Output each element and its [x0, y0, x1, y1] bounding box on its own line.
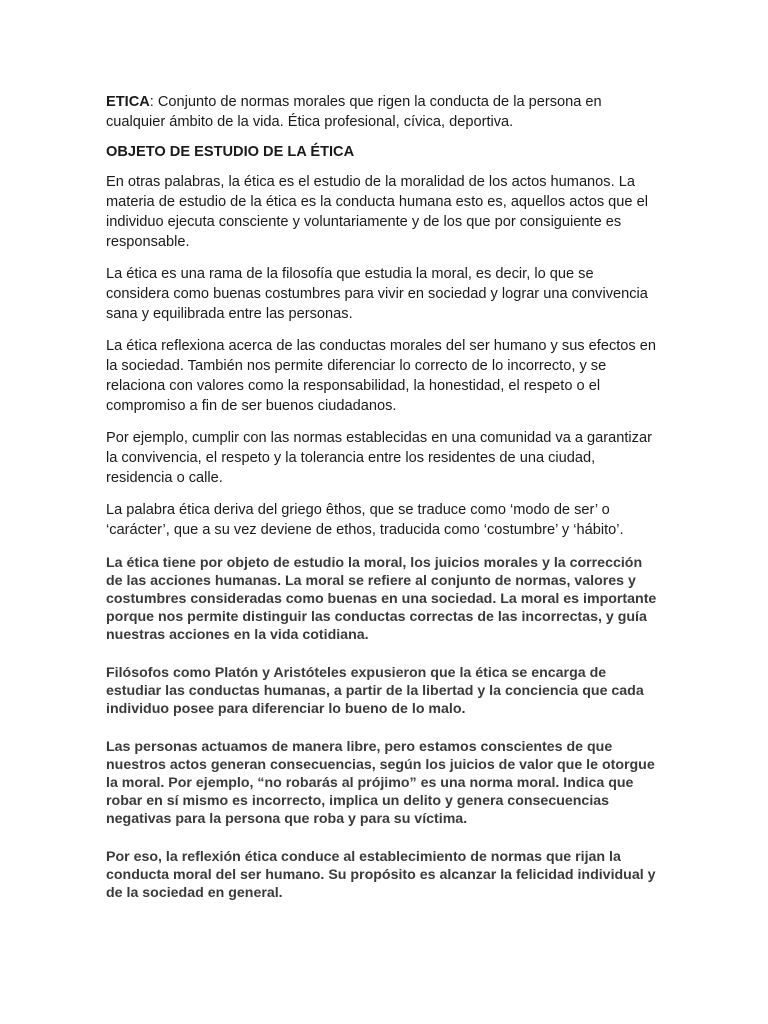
intro-definition [106, 92, 658, 132]
paragraph-1: En otras palabras, la ética es el estudio de la moralidad de los actos humanos. La materia de estudio de la ética es la conducta humana esto es, aquellos actos que el individuo ejecuta consciente y voluntariamente y de los que por consiguiente es responsable. [106, 174, 648, 250]
document-page [106, 92, 658, 922]
paragraph-5: La palabra ética deriva del griego êthos, que se traduce como ‘modo de ser’ o ‘carácter’, que a su vez deviene de ethos, traducida como ‘costumbre’ y ‘hábito’. [106, 502, 624, 538]
paragraph-2: La ética es una rama de la filosofía que estudia la moral, es decir, lo que se considera como buenas costumbres para vivir en sociedad y lograr una convivencia sana y equilibrada entre las personas. [106, 266, 648, 322]
paragraph-4: Por ejemplo, cumplir con las normas establecidas en una comunidad va a garantizar la convivencia, el respeto y la tolerancia entre los residentes de una ciudad, residencia o calle. [106, 430, 652, 486]
bold-paragraph-3: Las personas actuamos de manera libre, pero estamos conscientes de que nuestros actos generan consecuencias, según los juicios de valor que le otorgue la moral. Por ejemplo, “no robarás al prójimo” es una norma moral. Indica que robar en sí mismo es incorrecto, implica un delito y genera consecuencias negativas para la persona que roba y para su víctima. [106, 739, 655, 827]
bold-paragraph-1: La ética tiene por objeto de estudio la moral, los juicios morales y la corrección de las acciones humanas. La moral se refiere al conjunto de normas, valores y costumbres consideradas como buenas en una sociedad. La moral es importante porque nos permite distinguir las conductas correctas de las incorrectas, y guía nuestras acciones en la vida cotidiana. [106, 555, 657, 643]
bold-paragraph-4: Por eso, la reflexión ética conduce al establecimiento de normas que rijan la conducta moral del ser humano. Su propósito es alcanzar la felicidad individual y de la sociedad en general. [106, 849, 656, 901]
intro-text: : Conjunto de normas morales que rigen la conducta de la persona en cualquier ámbito de la vida. Ética profesional, cívica, deportiva. [106, 94, 602, 130]
intro-term: ETICA [106, 94, 150, 110]
bold-paragraph-2: Filósofos como Platón y Aristóteles expusieron que la ética se encarga de estudiar las conductas humanas, a partir de la libertad y la conciencia que cada individuo posee para diferenciar lo bueno de lo malo. [106, 665, 644, 717]
section-heading: OBJETO DE ESTUDIO DE LA ÉTICA [106, 144, 355, 160]
paragraph-3: La ética reflexiona acerca de las conductas morales del ser humano y sus efectos en la sociedad. También nos permite diferenciar lo correcto de lo incorrecto, y se relaciona con valores como la responsabilidad, la honestidad, el respeto o el compromiso a fin de ser buenos ciudadanos. [106, 338, 657, 414]
